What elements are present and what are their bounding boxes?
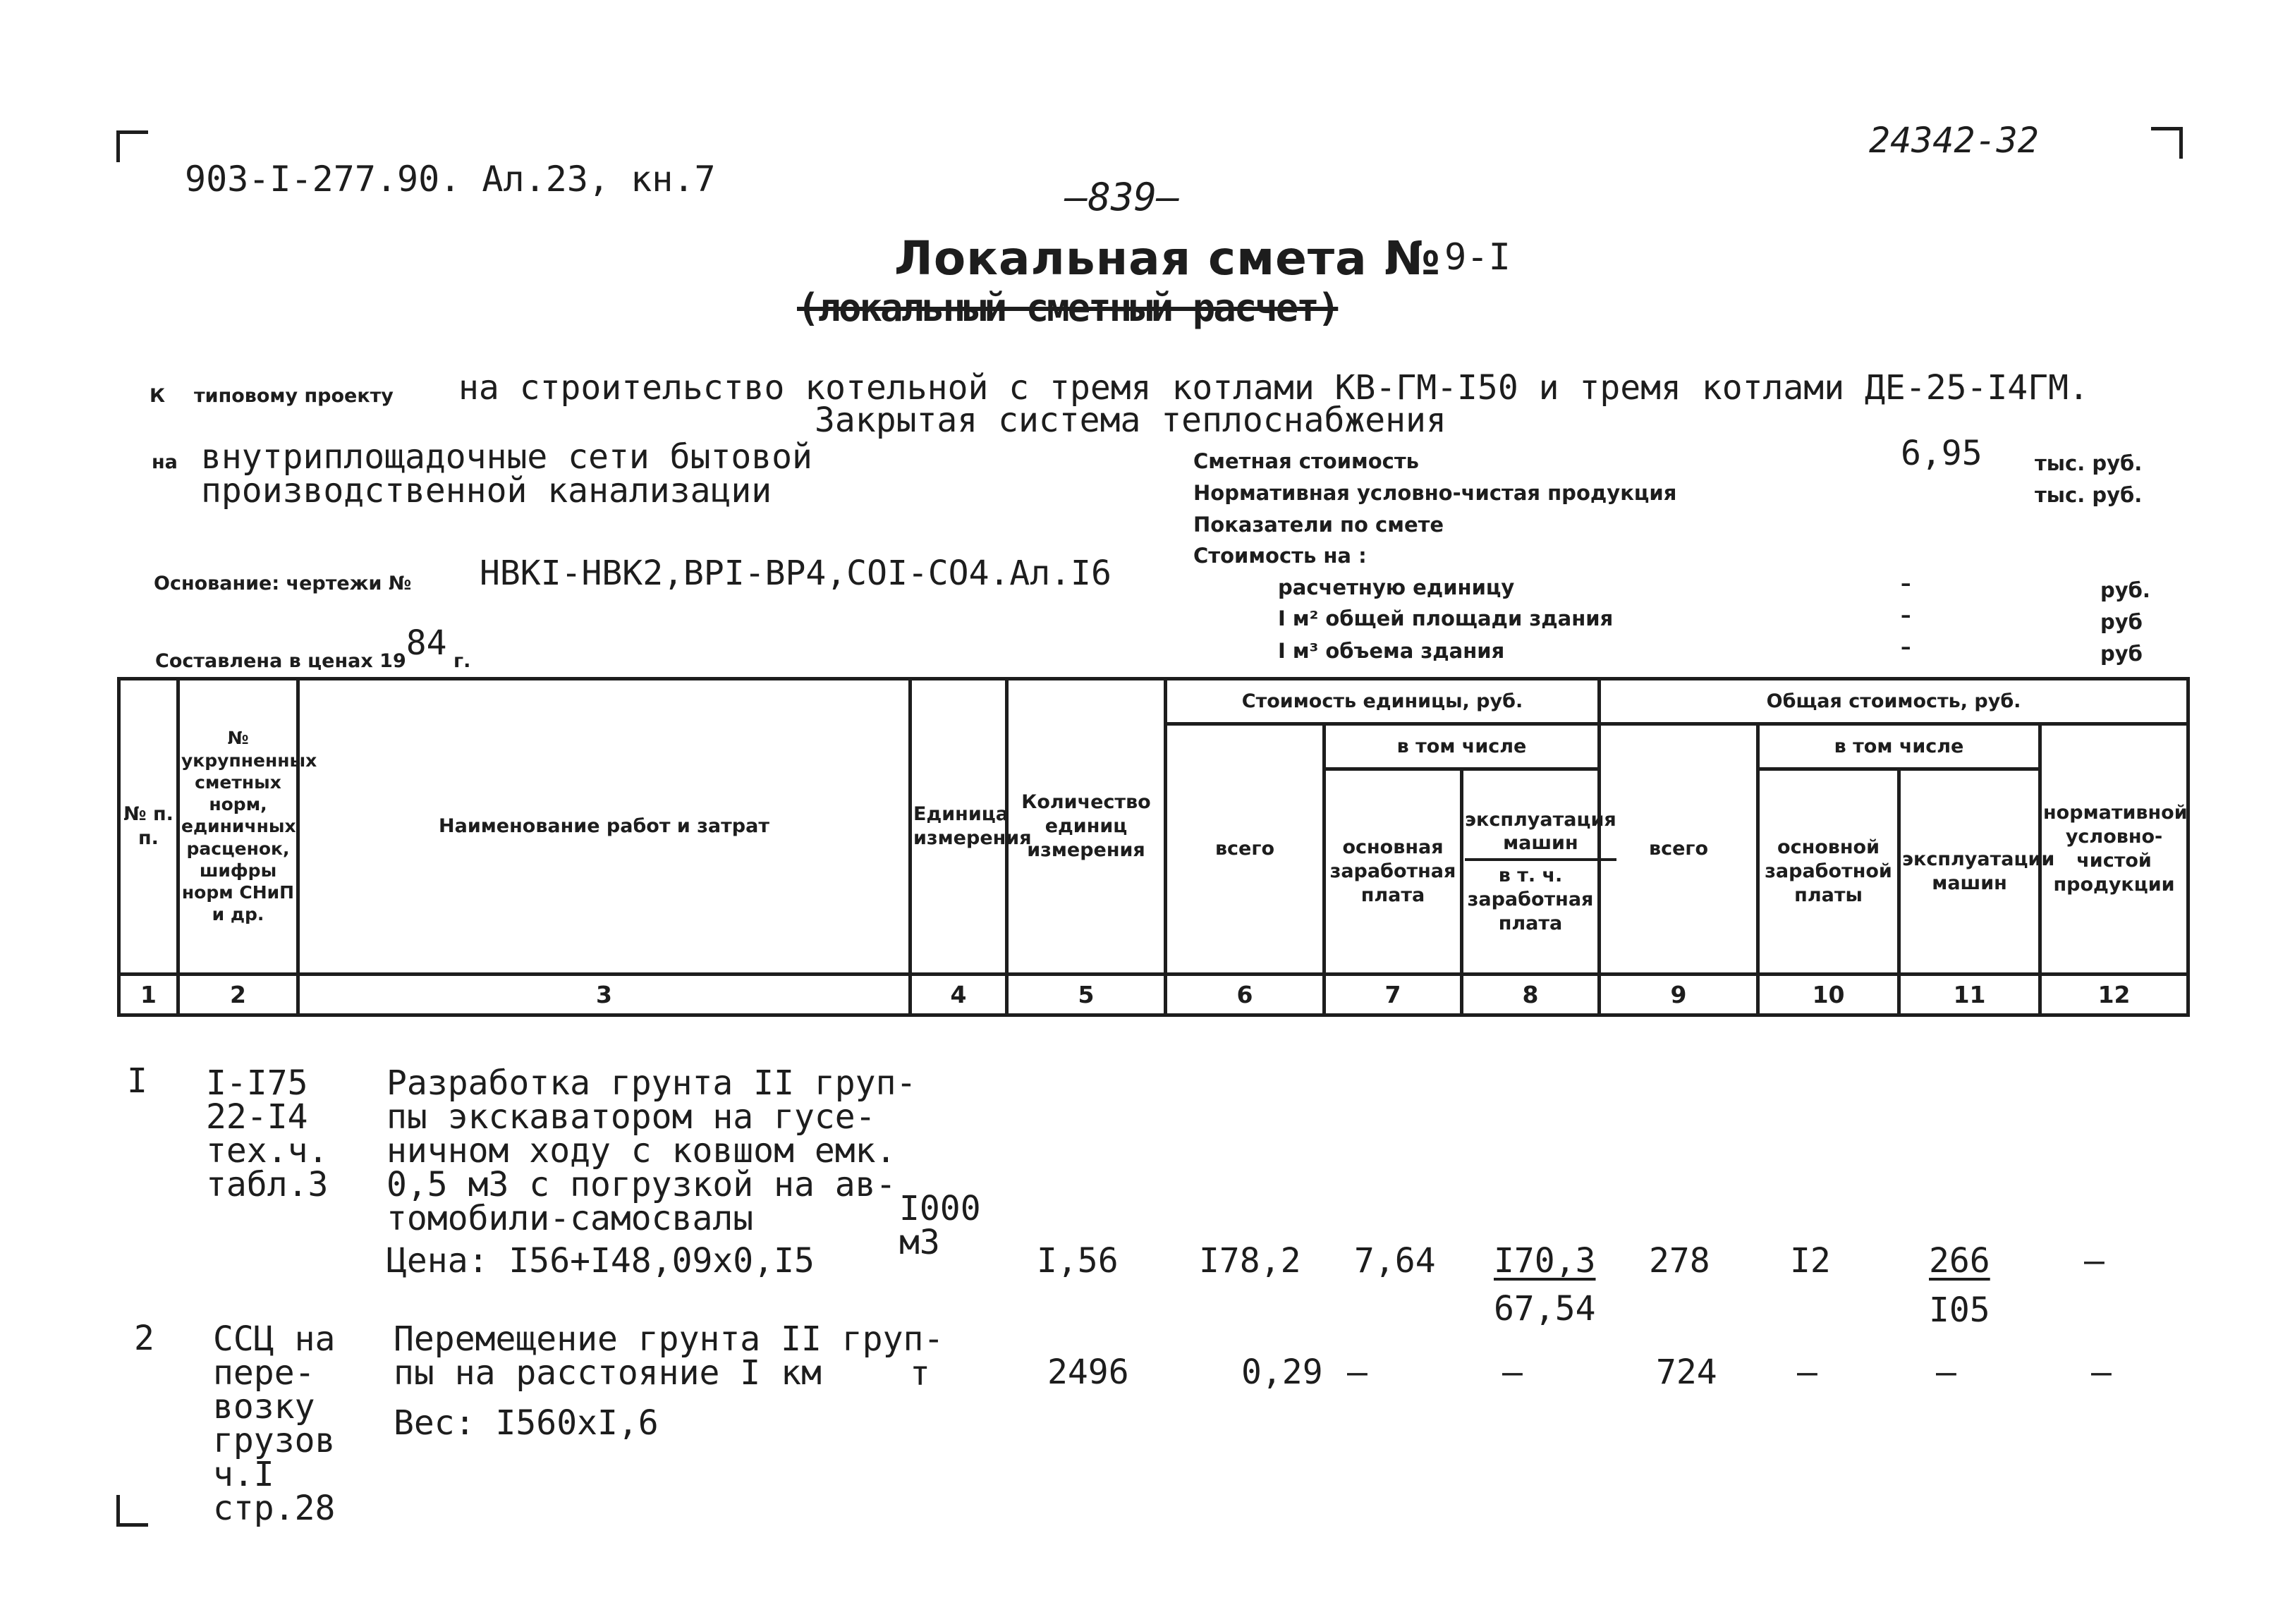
col-number-8: 8 <box>1462 974 1600 1015</box>
col-number-6: 6 <box>1166 974 1324 1015</box>
row2-code-line: пере- <box>213 1353 315 1393</box>
label-type-project: типовому проекту <box>194 385 394 407</box>
row1-code-line: I-I75 <box>206 1063 308 1103</box>
normative-label: Нормативная условно-чистая продукция <box>1193 481 1677 505</box>
row2-code-line: грузов <box>213 1421 336 1460</box>
label-year-suffix: г. <box>453 650 471 672</box>
row2-number: 2 <box>134 1319 154 1358</box>
row2-unit-total: 0,29 <box>1241 1353 1323 1392</box>
row1-unit-wage: 7,64 <box>1354 1241 1436 1281</box>
col-number-3: 3 <box>298 974 910 1015</box>
row1-unit-machines: I70,3 <box>1494 1241 1596 1281</box>
label-prices <box>155 623 471 676</box>
col-header-12: нормативной условно-чистой продукции <box>2040 724 2188 975</box>
col-number-12: 12 <box>2040 974 2188 1015</box>
row1-code <box>206 1063 329 1204</box>
project-line1: на строительство котельной с тремя котлами КВ-ГМ-I50 и тремя котлами ДЕ-25-I4ГМ. <box>458 368 2089 408</box>
group-header-total-cost: Общая стоимость, руб. <box>1600 679 2188 724</box>
doc-code: 903-I-277.90. Ал.23, кн.7 <box>185 159 716 200</box>
col-header-2: № укрупненных сметных норм, единичных расценок, шифры норм СНиП и др. <box>178 679 298 975</box>
col-number-1: 1 <box>119 974 178 1015</box>
col-header-5: Количество единиц измерения <box>1007 679 1166 975</box>
col-number-10: 10 <box>1758 974 1899 1015</box>
corner-mark-top-left <box>116 130 148 162</box>
page-number: —839— <box>1065 175 1180 219</box>
row2-work-name <box>394 1319 944 1393</box>
object-line2: производственной канализации <box>201 471 772 511</box>
row2-name-line: Перемещение грунта II груп- <box>394 1319 944 1359</box>
col-header-10: основной заработной платы <box>1758 769 1899 975</box>
col-number-5: 5 <box>1007 974 1166 1015</box>
row1-unit-total: I78,2 <box>1199 1241 1301 1281</box>
per-m2-label: I м² общей площади здания <box>1278 606 1614 630</box>
row1-total-wage: I2 <box>1790 1241 1831 1281</box>
row1-unit-machines-wage: 67,54 <box>1494 1289 1596 1329</box>
row1-name-line: пы экскаватором на гусе- <box>386 1097 876 1137</box>
row1-code-line: 22-I4 <box>206 1097 308 1137</box>
page-title: Локальная смета № <box>894 231 1442 286</box>
struck-subtitle <box>797 286 1338 330</box>
label-na: на <box>152 451 178 473</box>
col-header-8a: эксплуатация машин <box>1465 808 1616 862</box>
row1-name-line: Разработка грунта II груп- <box>386 1063 917 1103</box>
col-header-4: Единица измерения <box>910 679 1007 975</box>
row1-unit <box>899 1189 981 1262</box>
row2-total-normative: – <box>2091 1353 2112 1392</box>
row2-unit-machines: – <box>1502 1353 1523 1392</box>
row2-code-line: ССЦ на <box>213 1319 336 1359</box>
row1-total-normative: – <box>2084 1241 2105 1281</box>
column-number-row <box>119 974 2188 1015</box>
per-m2-unit: руб <box>2100 610 2143 634</box>
col-header-11: эксплуатации машин <box>1899 769 2040 975</box>
per-m3-value: – <box>1901 635 1911 659</box>
per-m3-label: I м³ объема здания <box>1278 639 1505 663</box>
including-header-total: в том числе <box>1758 724 2040 769</box>
row1-unit-line: м3 <box>899 1223 940 1262</box>
price-year: 84 <box>406 623 447 663</box>
row2-total: 724 <box>1656 1353 1717 1392</box>
corner-mark-bottom-left <box>116 1495 148 1527</box>
row2-unit-wage: – <box>1347 1353 1368 1392</box>
per-unit-unit: руб. <box>2100 578 2150 602</box>
row2-unit: т <box>910 1354 930 1393</box>
estimate-number: 9-I <box>1444 236 1511 279</box>
row1-name-line: томобили-самосвалы <box>386 1199 754 1238</box>
row2-total-wage: – <box>1797 1353 1817 1392</box>
per-m3-unit: руб <box>2100 642 2143 666</box>
row1-number: I <box>127 1061 147 1101</box>
col-number-4: 4 <box>910 974 1007 1015</box>
estimated-cost-value: 6,95 <box>1901 434 1983 473</box>
row2-code-line: ч.I <box>213 1455 274 1494</box>
row1-name-line: 0,5 м3 с погрузкой на ав- <box>386 1165 896 1204</box>
row1-total-machines-wage: I05 <box>1929 1290 1990 1330</box>
per-m2-value: – <box>1901 603 1911 627</box>
archive-number: 24342-32 <box>1869 120 2039 161</box>
col-header-3: Наименование работ и затрат <box>298 679 910 975</box>
estimate-table-header <box>117 677 2190 1017</box>
row2-quantity: 2496 <box>1047 1353 1129 1392</box>
col-header-7: основная заработная плата <box>1324 769 1462 975</box>
row2-total-machines: – <box>1936 1353 1956 1392</box>
normative-unit: тыс. руб. <box>2035 483 2143 507</box>
struck-subtitle-text: (локальный сметный расчет) <box>797 286 1339 330</box>
row2-code-line: возку <box>213 1387 315 1427</box>
estimated-cost-unit: тыс. руб. <box>2035 451 2143 475</box>
estimated-cost-label: Сметная стоимость <box>1193 449 1419 473</box>
col-header-8 <box>1462 769 1616 975</box>
project-line2: Закрытая система теплоснабжения <box>815 401 1447 440</box>
row2-name-line: пы на расстояние I км <box>394 1353 822 1393</box>
row2-price-note: Вес: I560хI,6 <box>394 1403 659 1443</box>
per-unit-value: – <box>1901 571 1911 595</box>
col-header-9: всего <box>1600 724 1758 975</box>
col-number-11: 11 <box>1899 974 2040 1015</box>
group-header-unit-cost: Стоимость единицы, руб. <box>1166 679 1600 724</box>
including-header-unit: в том числе <box>1324 724 1600 769</box>
col-number-9: 9 <box>1600 974 1758 1015</box>
row2-code <box>213 1319 336 1528</box>
corner-mark-top-right <box>2151 127 2183 159</box>
col-number-7: 7 <box>1324 974 1462 1015</box>
col-header-6: всего <box>1166 724 1324 975</box>
label-prices-text: Составлена в ценах 19 <box>155 650 406 672</box>
cost-per-label: Стоимость на : <box>1193 544 1367 568</box>
per-unit-label: расчетную единицу <box>1278 575 1515 599</box>
row1-total-machines: 266 <box>1929 1241 1990 1281</box>
row2-code-line: стр.28 <box>213 1489 336 1528</box>
row1-code-line: табл.3 <box>206 1165 329 1204</box>
indicators-label: Показатели по смете <box>1193 513 1444 537</box>
row1-quantity: I,56 <box>1037 1241 1119 1281</box>
row1-code-line: тех.ч. <box>206 1131 329 1171</box>
label-k: К <box>150 385 166 407</box>
basis-drawings: НВКI-НВК2,ВРI-ВР4,СОI-СО4.Ал.I6 <box>480 554 1111 593</box>
row1-name-line: ничном ходу с ковшом емк. <box>386 1131 896 1171</box>
row1-price-note: Цена: I56+I48,09х0,I5 <box>386 1241 815 1281</box>
label-basis: Основание: чертежи № <box>154 573 412 594</box>
col-header-8b: в т. ч. заработная плата <box>1467 865 1594 934</box>
col-number-2: 2 <box>178 974 298 1015</box>
row1-total: 278 <box>1649 1241 1710 1281</box>
object-line1: внутриплощадочные сети бытовой <box>201 437 812 477</box>
row1-work-name <box>386 1063 917 1238</box>
row1-unit-line: I000 <box>899 1189 981 1228</box>
col-header-1: № п. п. <box>119 679 178 975</box>
